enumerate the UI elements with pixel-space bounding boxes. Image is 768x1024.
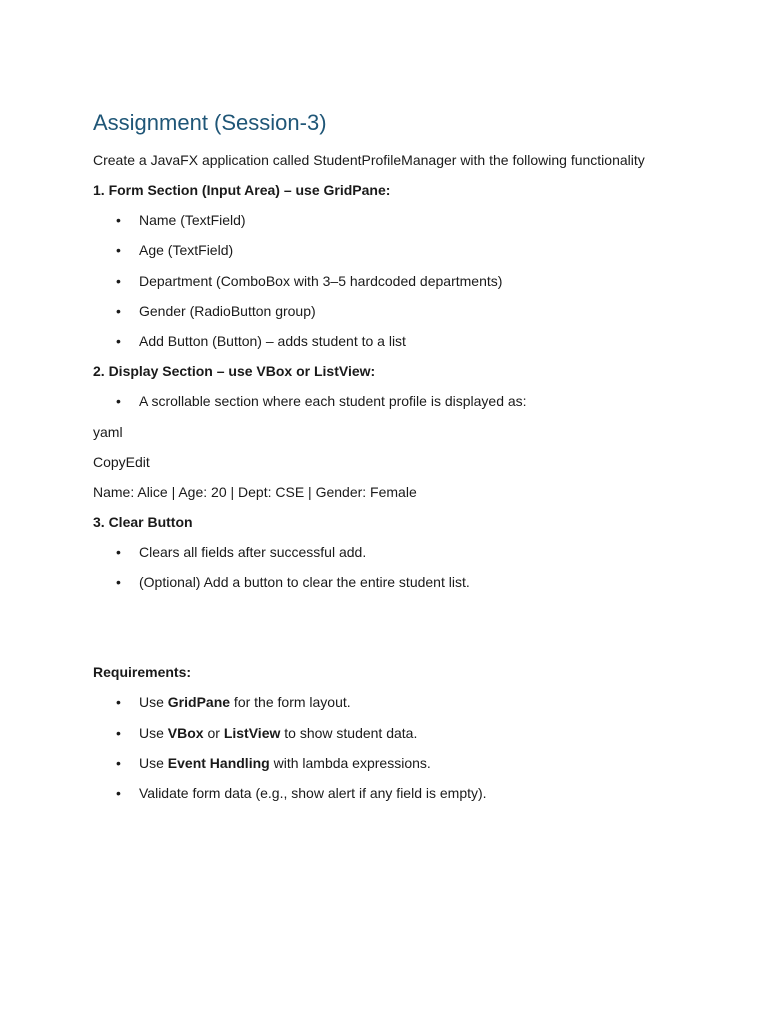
list-item [93, 240, 653, 261]
bullet-icon: • [116, 694, 121, 711]
req-text: Use [139, 724, 168, 741]
req-text: Validate form data (e.g., show alert if any field is empty). [139, 785, 487, 802]
bullet-icon: • [116, 543, 121, 560]
req-text: for the form layout. [230, 694, 351, 711]
section-3-heading: 3. Clear Button [93, 513, 193, 530]
list-item-text: (Optional) Add a button to clear the entire student list. [139, 574, 470, 591]
req-text: with lambda expressions. [269, 754, 431, 771]
list-item [93, 572, 653, 593]
bullet-icon: • [116, 724, 121, 741]
req-text: Use [139, 754, 168, 771]
page-title: Assignment (Session-3) [93, 110, 327, 135]
req-text: or [203, 724, 224, 741]
document-page [93, 108, 653, 814]
req-text: Use [139, 694, 168, 711]
list-item [93, 542, 653, 563]
list-item [93, 753, 653, 774]
list-item-text: A scrollable section where each student profile is displayed as: [139, 393, 527, 410]
section-2-list [93, 391, 653, 412]
bullet-icon: • [116, 212, 121, 228]
list-item [93, 692, 653, 713]
list-item [93, 210, 653, 231]
list-item-text: Add Button (Button) – adds student to a list [139, 333, 406, 350]
section-2-heading: 2. Display Section – use VBox or ListView: [93, 363, 376, 380]
list-item [93, 301, 653, 322]
bullet-icon: • [116, 333, 121, 350]
section-1-list [93, 210, 653, 352]
requirements-list [93, 692, 653, 804]
example-output: Name: Alice | Age: 20 | Dept: CSE | Gender: Female [93, 483, 417, 500]
bullet-icon: • [116, 302, 121, 319]
code-language-label: yaml [93, 423, 123, 440]
bullet-icon: • [116, 272, 121, 289]
blank-space [93, 602, 653, 662]
list-item-text: Age (TextField) [139, 242, 234, 259]
req-bold-text: Event Handling [167, 754, 270, 771]
req-text: to show student data. [280, 724, 418, 741]
list-item-text: Department (ComboBox with 3–5 hardcoded departments) [139, 272, 503, 289]
bullet-icon: • [116, 242, 121, 259]
intro-paragraph: Create a JavaFX application called StudentProfileManager with the following functionality [93, 152, 645, 168]
requirements-heading: Requirements: [93, 664, 192, 681]
bullet-icon: • [116, 754, 121, 771]
bullet-icon: • [116, 574, 121, 591]
bullet-icon: • [116, 785, 121, 802]
list-item [93, 271, 653, 292]
req-bold-text: ListView [223, 724, 281, 741]
list-item-text: Name (TextField) [139, 212, 246, 228]
list-item-text: Clears all fields after successful add. [139, 543, 367, 560]
list-item-text: Gender (RadioButton group) [139, 302, 316, 319]
req-bold-text: GridPane [167, 694, 231, 711]
list-item [93, 783, 653, 804]
list-item [93, 391, 653, 412]
list-item [93, 331, 653, 352]
section-1-heading: 1. Form Section (Input Area) – use GridPane: [93, 182, 391, 198]
list-item [93, 723, 653, 744]
copy-edit-label: CopyEdit [93, 453, 150, 470]
section-3-list [93, 542, 653, 593]
bullet-icon: • [116, 393, 121, 410]
req-bold-text: VBox [167, 724, 204, 741]
